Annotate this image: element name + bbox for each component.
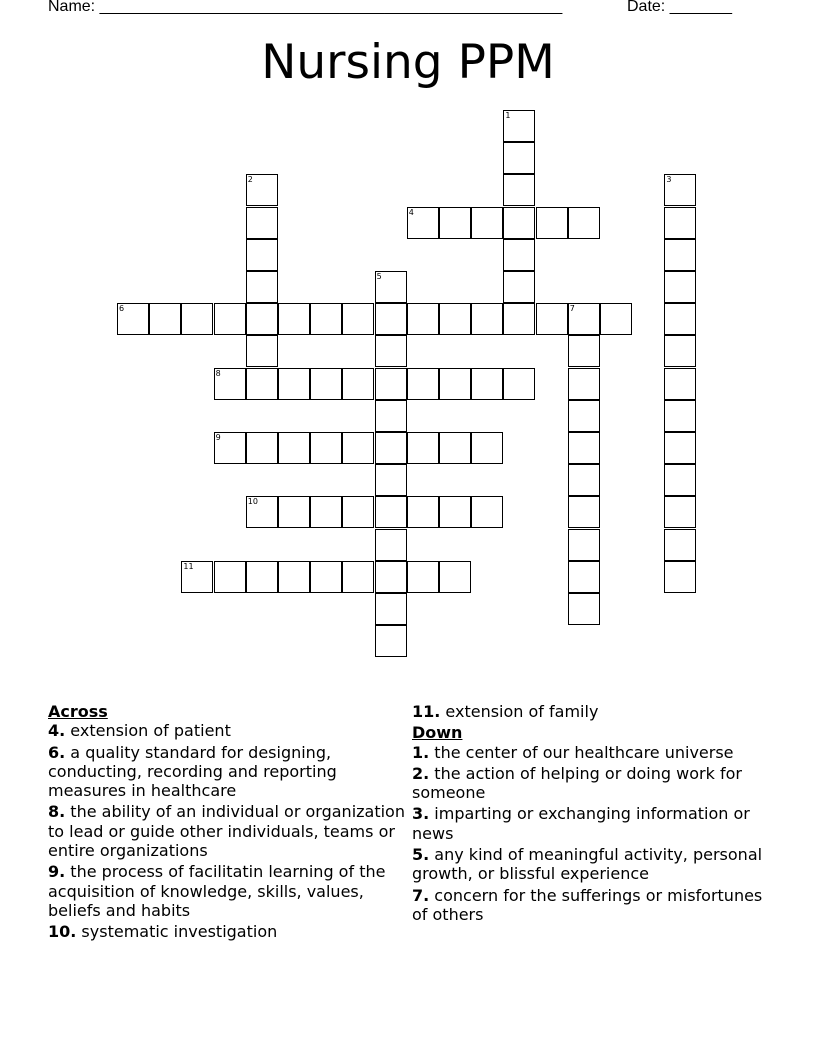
grid-cell[interactable] [375,529,407,561]
grid-cell[interactable] [375,368,407,400]
grid-cell[interactable] [568,464,600,496]
puzzle-title: Nursing PPM [261,35,555,90]
grid-cell[interactable] [375,625,407,657]
grid-cell[interactable] [439,561,471,593]
grid-cell[interactable] [117,303,149,335]
grid-cell[interactable] [503,368,535,400]
grid-cell[interactable] [246,561,278,593]
down-clue-list [412,743,764,925]
grid-cell[interactable] [342,561,374,593]
clue-number: 3 [666,175,672,185]
clue-item-number: 11. [412,702,441,721]
clue-item-text: the action of helping or doing work for someone [412,763,742,803]
clue-item-text: extension of family [440,702,599,721]
grid-cell[interactable] [503,303,535,335]
grid-cell[interactable] [503,207,535,239]
clue-number: 7 [569,304,575,314]
grid-cell[interactable] [568,207,600,239]
grid-cell[interactable] [568,496,600,528]
clue-item-number: 10. [48,922,77,942]
grid-cell[interactable] [503,142,535,174]
across-clue-list-continued [412,702,764,721]
grid-cell[interactable] [471,368,503,400]
grid-cell[interactable] [664,400,696,432]
grid-cell[interactable] [471,496,503,528]
grid-cell[interactable] [503,174,535,206]
clue-item-number: 9. [48,862,66,882]
grid-cell[interactable] [536,303,568,335]
grid-cell[interactable] [407,303,439,335]
clue-number: 11 [183,561,194,571]
grid-cell[interactable] [246,207,278,239]
grid-cell[interactable] [181,303,213,335]
grid-cell[interactable] [181,561,213,593]
grid-cell[interactable] [439,496,471,528]
clue-item-number: 8. [48,802,66,822]
grid-cell[interactable] [278,496,310,528]
date-field-label: Date: _______ [627,0,732,15]
grid-cell[interactable] [439,432,471,464]
clue-item [412,845,764,884]
grid-cell[interactable] [278,432,310,464]
grid-cell[interactable] [503,271,535,303]
grid-cell[interactable] [278,561,310,593]
clue-item [48,862,408,920]
grid-cell[interactable] [375,400,407,432]
grid-cell[interactable] [310,432,342,464]
grid-cell[interactable] [664,174,696,206]
clue-item-text: extension of patient [65,721,231,741]
clue-item-number: 6. [48,742,66,762]
clue-item-number: 2. [412,763,430,783]
grid-cell[interactable] [375,303,407,335]
grid-cell[interactable] [407,432,439,464]
across-heading: Across [48,702,108,721]
clue-item [412,743,764,762]
grid-cell[interactable] [246,271,278,303]
grid-cell[interactable] [375,561,407,593]
grid-cell[interactable] [246,239,278,271]
grid-cell[interactable] [375,593,407,625]
grid-cell[interactable] [568,335,600,367]
clue-item [412,886,764,925]
grid-cell[interactable] [664,432,696,464]
clues-column-left [48,702,408,944]
grid-cell[interactable] [407,207,439,239]
grid-cell[interactable] [536,207,568,239]
clue-number: 1 [505,111,511,120]
name-field-label: Name: ____________________________________________________ [48,0,563,15]
grid-cell[interactable] [246,303,278,335]
grid-cell[interactable] [246,335,278,367]
clue-item-text: the ability of an individual or organization to lead or guide other individuals, teams or entire organizations [48,802,405,861]
grid-cell[interactable] [214,368,246,400]
grid-cell[interactable] [375,496,407,528]
across-clue-list [48,721,408,941]
grid-cell[interactable] [342,368,374,400]
grid-cell[interactable] [375,464,407,496]
grid-cell[interactable] [664,303,696,335]
grid-cell[interactable] [375,432,407,464]
clue-number: 4 [408,207,414,217]
grid-cell[interactable] [375,271,407,303]
grid-cell[interactable] [664,239,696,271]
grid-cell[interactable] [664,207,696,239]
grid-cell[interactable] [246,496,278,528]
clue-item [412,702,764,721]
grid-cell[interactable] [310,368,342,400]
clue-item [412,804,764,843]
clue-number: 10 [247,497,258,507]
clue-number: 5 [376,272,382,281]
clue-item [48,743,408,801]
down-heading: Down [412,723,463,743]
clue-item-text: a quality standard for designing, conducting, recording and reporting measures in healthcare [48,742,337,801]
grid-cell[interactable] [664,271,696,303]
grid-cell[interactable] [439,207,471,239]
grid-cell[interactable] [310,496,342,528]
clue-item-text: the center of our healthcare universe [429,742,734,762]
grid-cell[interactable] [278,368,310,400]
clue-item-text: imparting or exchanging information or news [412,804,750,843]
grid-cell[interactable] [568,303,600,335]
clue-number: 6 [119,304,125,314]
grid-cell[interactable] [246,174,278,206]
grid-cell[interactable] [214,432,246,464]
grid-cell[interactable] [664,368,696,400]
clue-number: 8 [215,368,221,378]
clue-item [48,802,408,860]
clue-item [48,721,408,740]
grid-cell[interactable] [503,110,535,142]
grid-cell[interactable] [471,207,503,239]
clue-item-number: 3. [412,804,430,824]
grid-cell[interactable] [568,432,600,464]
grid-cell[interactable] [310,561,342,593]
clue-item-number: 4. [48,721,66,741]
grid-cell[interactable] [149,303,181,335]
grid-cell[interactable] [664,529,696,561]
grid-cell[interactable] [664,335,696,367]
grid-cell[interactable] [471,303,503,335]
grid-cell[interactable] [568,529,600,561]
grid-cell[interactable] [214,561,246,593]
grid-cell[interactable] [342,432,374,464]
grid-cell[interactable] [407,368,439,400]
grid-cell[interactable] [342,496,374,528]
clue-item-number: 1. [412,742,430,762]
clue-item-number: 5. [412,845,430,865]
grid-cell[interactable] [503,239,535,271]
grid-cell[interactable] [375,335,407,367]
grid-cell[interactable] [439,303,471,335]
clue-item [412,764,764,803]
grid-cell[interactable] [600,303,632,335]
clue-item-text: systematic investigation [76,922,278,942]
grid-cell[interactable] [568,368,600,400]
grid-cell[interactable] [310,303,342,335]
clue-number: 2 [247,175,253,185]
grid-cell[interactable] [568,561,600,593]
grid-cell[interactable] [214,303,246,335]
grid-cell[interactable] [278,303,310,335]
grid-cell[interactable] [664,496,696,528]
grid-cell[interactable] [439,368,471,400]
clues-column-right [412,702,764,926]
clue-item-text: any kind of meaningful activity, personal growth, or blissful experience [412,845,763,884]
grid-cell[interactable] [664,464,696,496]
grid-cell[interactable] [246,368,278,400]
grid-cell[interactable] [568,400,600,432]
clue-item-text: concern for the sufferings or misfortunes of others [412,885,763,924]
grid-cell[interactable] [342,303,374,335]
grid-cell[interactable] [471,432,503,464]
grid-cell[interactable] [664,561,696,593]
clue-number: 9 [215,433,221,442]
grid-cell[interactable] [246,432,278,464]
grid-cell[interactable] [568,593,600,625]
grid-cell[interactable] [407,561,439,593]
clue-item-text: the process of facilitatin learning of the acquisition of knowledge, skills, values, beliefs and habits [48,862,386,920]
clue-item [48,922,408,941]
grid-cell[interactable] [407,496,439,528]
clue-item-number: 7. [412,885,430,905]
